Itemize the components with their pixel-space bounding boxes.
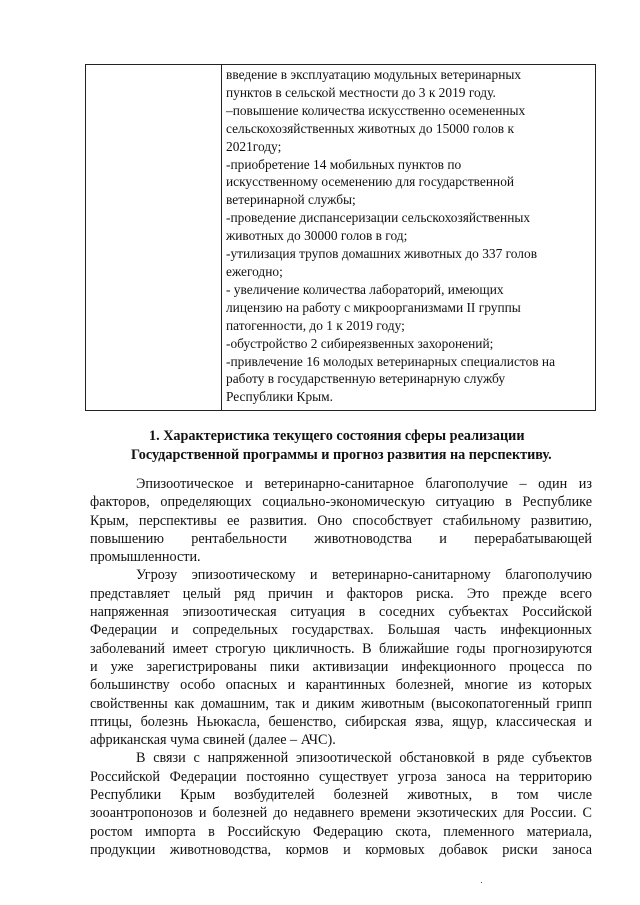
table-left-cell xyxy=(86,65,222,411)
goal-line: работу в государственную ветеринарную службу xyxy=(226,371,506,387)
goal-line: - увеличение количества лабораторий, имеющих xyxy=(226,281,504,297)
goal-line: -приобретение 14 мобильных пунктов по xyxy=(226,156,462,172)
paragraph xyxy=(90,749,592,859)
text-line: промышленности. xyxy=(90,549,201,566)
goal-line: введение в эксплуатацию модульных ветеринарных xyxy=(226,67,522,82)
text-line: Республики Крым возбудителей болезней животных, в том числе xyxy=(90,787,592,804)
goal-line: 2021году; xyxy=(226,138,282,154)
text-line: большинству особо опасных и карантинных болезней, многие из которых xyxy=(90,677,592,694)
goal-line: сельскохозяйственных животных до 15000 голов к xyxy=(226,120,514,136)
text-line: Российской Федерации постоянно существует угроза заноса на территорию xyxy=(90,768,592,785)
goal-line: -обустройство 2 сибиреязвенных захоронений; xyxy=(226,335,494,351)
text-line: продукции животноводства, кормов и кормовых добавок риски заноса xyxy=(90,841,592,858)
text-line: представляет целый ряд причин и факторов риска. Это прежде всего xyxy=(90,585,592,602)
paragraph xyxy=(90,566,592,749)
paragraph xyxy=(90,475,592,566)
text-line: Федерации и сопредельных государствах. Большая часть инфекционных xyxy=(90,622,592,639)
goal-line: искусственному осеменению для государственной xyxy=(226,174,515,190)
scan-dot xyxy=(481,882,482,883)
text-line: и уже зарегистрированы пики активизации инфекционного процесса по xyxy=(90,658,592,675)
text-line: Эпизоотическое и ветеринарно-санитарное благополучие – один из xyxy=(136,476,592,492)
text-line: Угрозу эпизоотическому и ветеринарно-санитарному благополучию xyxy=(136,567,592,584)
text-line: повышению рентабельности животноводства и перерабатывающей xyxy=(90,530,592,547)
goal-line: животных до 30000 голов в год; xyxy=(226,228,408,244)
text-line: свойственны как домашним, так и диким животным (высокопатогенный грипп xyxy=(90,695,592,712)
section-heading xyxy=(110,427,590,465)
goal-line: Республики Крым. xyxy=(226,389,333,405)
text-line: зооантропонозов и болезней до недавнего времени экзотических для России. С xyxy=(90,805,592,822)
goal-line: -привлечение 16 молодых ветеринарных специалистов на xyxy=(226,353,556,369)
section-heading-line: Государственной программы и прогноз развития на перспективу. xyxy=(131,447,552,463)
goal-line: лицензию на работу с микроорганизмами II группы xyxy=(226,299,521,315)
table-right-cell xyxy=(222,65,596,411)
text-line: африканская чума свиней (далее – АЧС). xyxy=(90,732,336,749)
goal-line: -утилизация трупов домашних животных до 337 голов xyxy=(226,246,538,262)
goal-line: ежегодно; xyxy=(226,263,283,279)
body-text xyxy=(90,475,592,859)
goal-line: патогенности, до 1 к 2019 году; xyxy=(226,317,405,333)
goal-line: пунктов в сельской местности до 3 к 2019 году. xyxy=(226,84,496,100)
text-line: Крым, перспективы ее развития. Оно способствует стабильному развитию, xyxy=(90,512,592,529)
text-line: В связи с напряженной эпизоотической обстановкой в ряде субъектов xyxy=(136,750,592,767)
goal-line: ветеринарной службы; xyxy=(226,192,356,208)
text-line: факторов, определяющих социально-экономическую ситуацию в Республике xyxy=(90,494,592,511)
goal-line: -проведение диспансеризации сельскохозяйственных xyxy=(226,210,531,226)
section-heading-line: 1. Характеристика текущего состояния сферы реализации xyxy=(149,428,525,444)
text-line: напряженная эпизоотическая ситуация в соседних субъектах Российской xyxy=(90,604,592,621)
text-line: заболеваний имеет строгую цикличность. В ближайшие годы прогнозируются xyxy=(90,640,592,657)
text-line: птицы, болезнь Ньюкасла, бешенство, сибирская язва, ящур, классическая и xyxy=(90,713,592,730)
goals-table xyxy=(85,64,596,411)
table-row xyxy=(86,65,596,411)
goal-line: –повышение количества искусственно осемененных xyxy=(226,102,526,118)
text-line: ростом импорта в Российскую Федерацию скота, племенного материала, xyxy=(90,823,592,840)
